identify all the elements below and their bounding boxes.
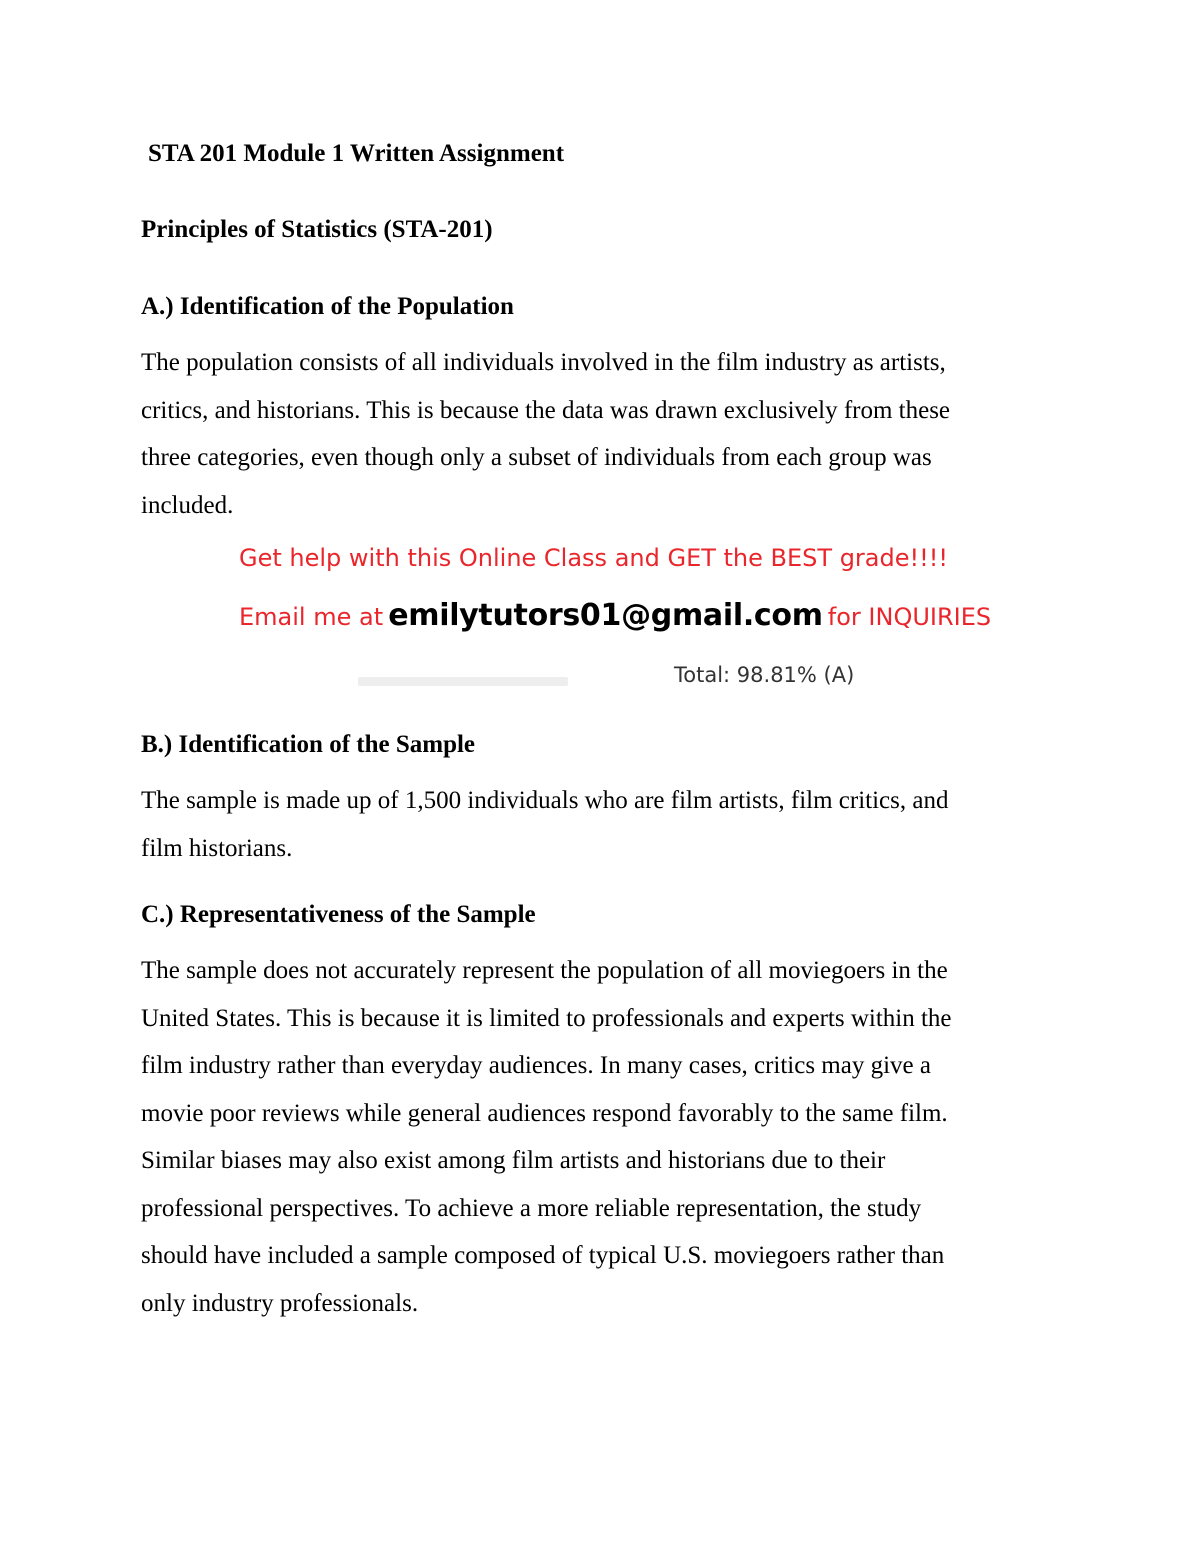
section-paragraph	[141, 777, 1051, 872]
paragraph-line: The sample is made up of 1,500 individuals who are film artists, film critics, and	[141, 787, 949, 814]
grade-bar-fragment	[358, 677, 568, 686]
paragraph-line: three categories, even though only a subset of individuals from each group was	[141, 444, 932, 471]
paragraph-line: only industry professionals.	[141, 1289, 419, 1317]
section-heading: C.) Representativeness of the Sample	[141, 901, 536, 928]
paragraph-line: United States. This is because it is limited to professionals and experts within the	[141, 1004, 952, 1032]
section-representativeness	[141, 900, 1051, 1327]
paragraph-line: The population consists of all individuals involved in the film industry as artists,	[141, 349, 946, 376]
document-title: STA 201 Module 1 Written Assignment	[148, 140, 565, 167]
ad-email-prefix: Email me at	[239, 603, 384, 631]
section-paragraph	[141, 339, 1051, 529]
paragraph-line: movie poor reviews while general audiences respond favorably to the same film.	[141, 1099, 948, 1127]
section-heading: A.) Identification of the Population	[141, 293, 514, 320]
paragraph-line: film historians.	[141, 834, 293, 862]
ad-email-suffix: for INQUIRIES	[827, 603, 992, 631]
paragraph-line: film industry rather than everyday audiences. In many cases, critics may give a	[141, 1052, 931, 1079]
grade-total: Total: 98.81% (A)	[674, 663, 855, 687]
ad-banner	[0, 540, 1200, 700]
ad-headline: Get help with this Online Class and GET the BEST grade!!!!	[239, 544, 948, 572]
paragraph-line: Similar biases may also exist among film artists and historians due to their	[141, 1147, 886, 1174]
ad-contact-line	[239, 598, 991, 633]
paragraph-line: included.	[141, 491, 234, 519]
paragraph-line: critics, and historians. This is because the data was drawn exclusively from these	[141, 396, 951, 424]
course-title: Principles of Statistics (STA-201)	[141, 216, 493, 243]
paragraph-line: professional perspectives. To achieve a more reliable representation, the study	[141, 1194, 922, 1222]
section-population	[141, 292, 1051, 529]
section-heading: B.) Identification of the Sample	[141, 731, 476, 758]
paragraph-line: should have included a sample composed of typical U.S. moviegoers rather than	[141, 1242, 945, 1269]
paragraph-line: The sample does not accurately represent the population of all moviegoers in the	[141, 957, 948, 984]
ad-email: emilytutors01@gmail.com	[388, 598, 823, 633]
section-paragraph	[141, 947, 1051, 1327]
section-sample	[141, 730, 1051, 872]
